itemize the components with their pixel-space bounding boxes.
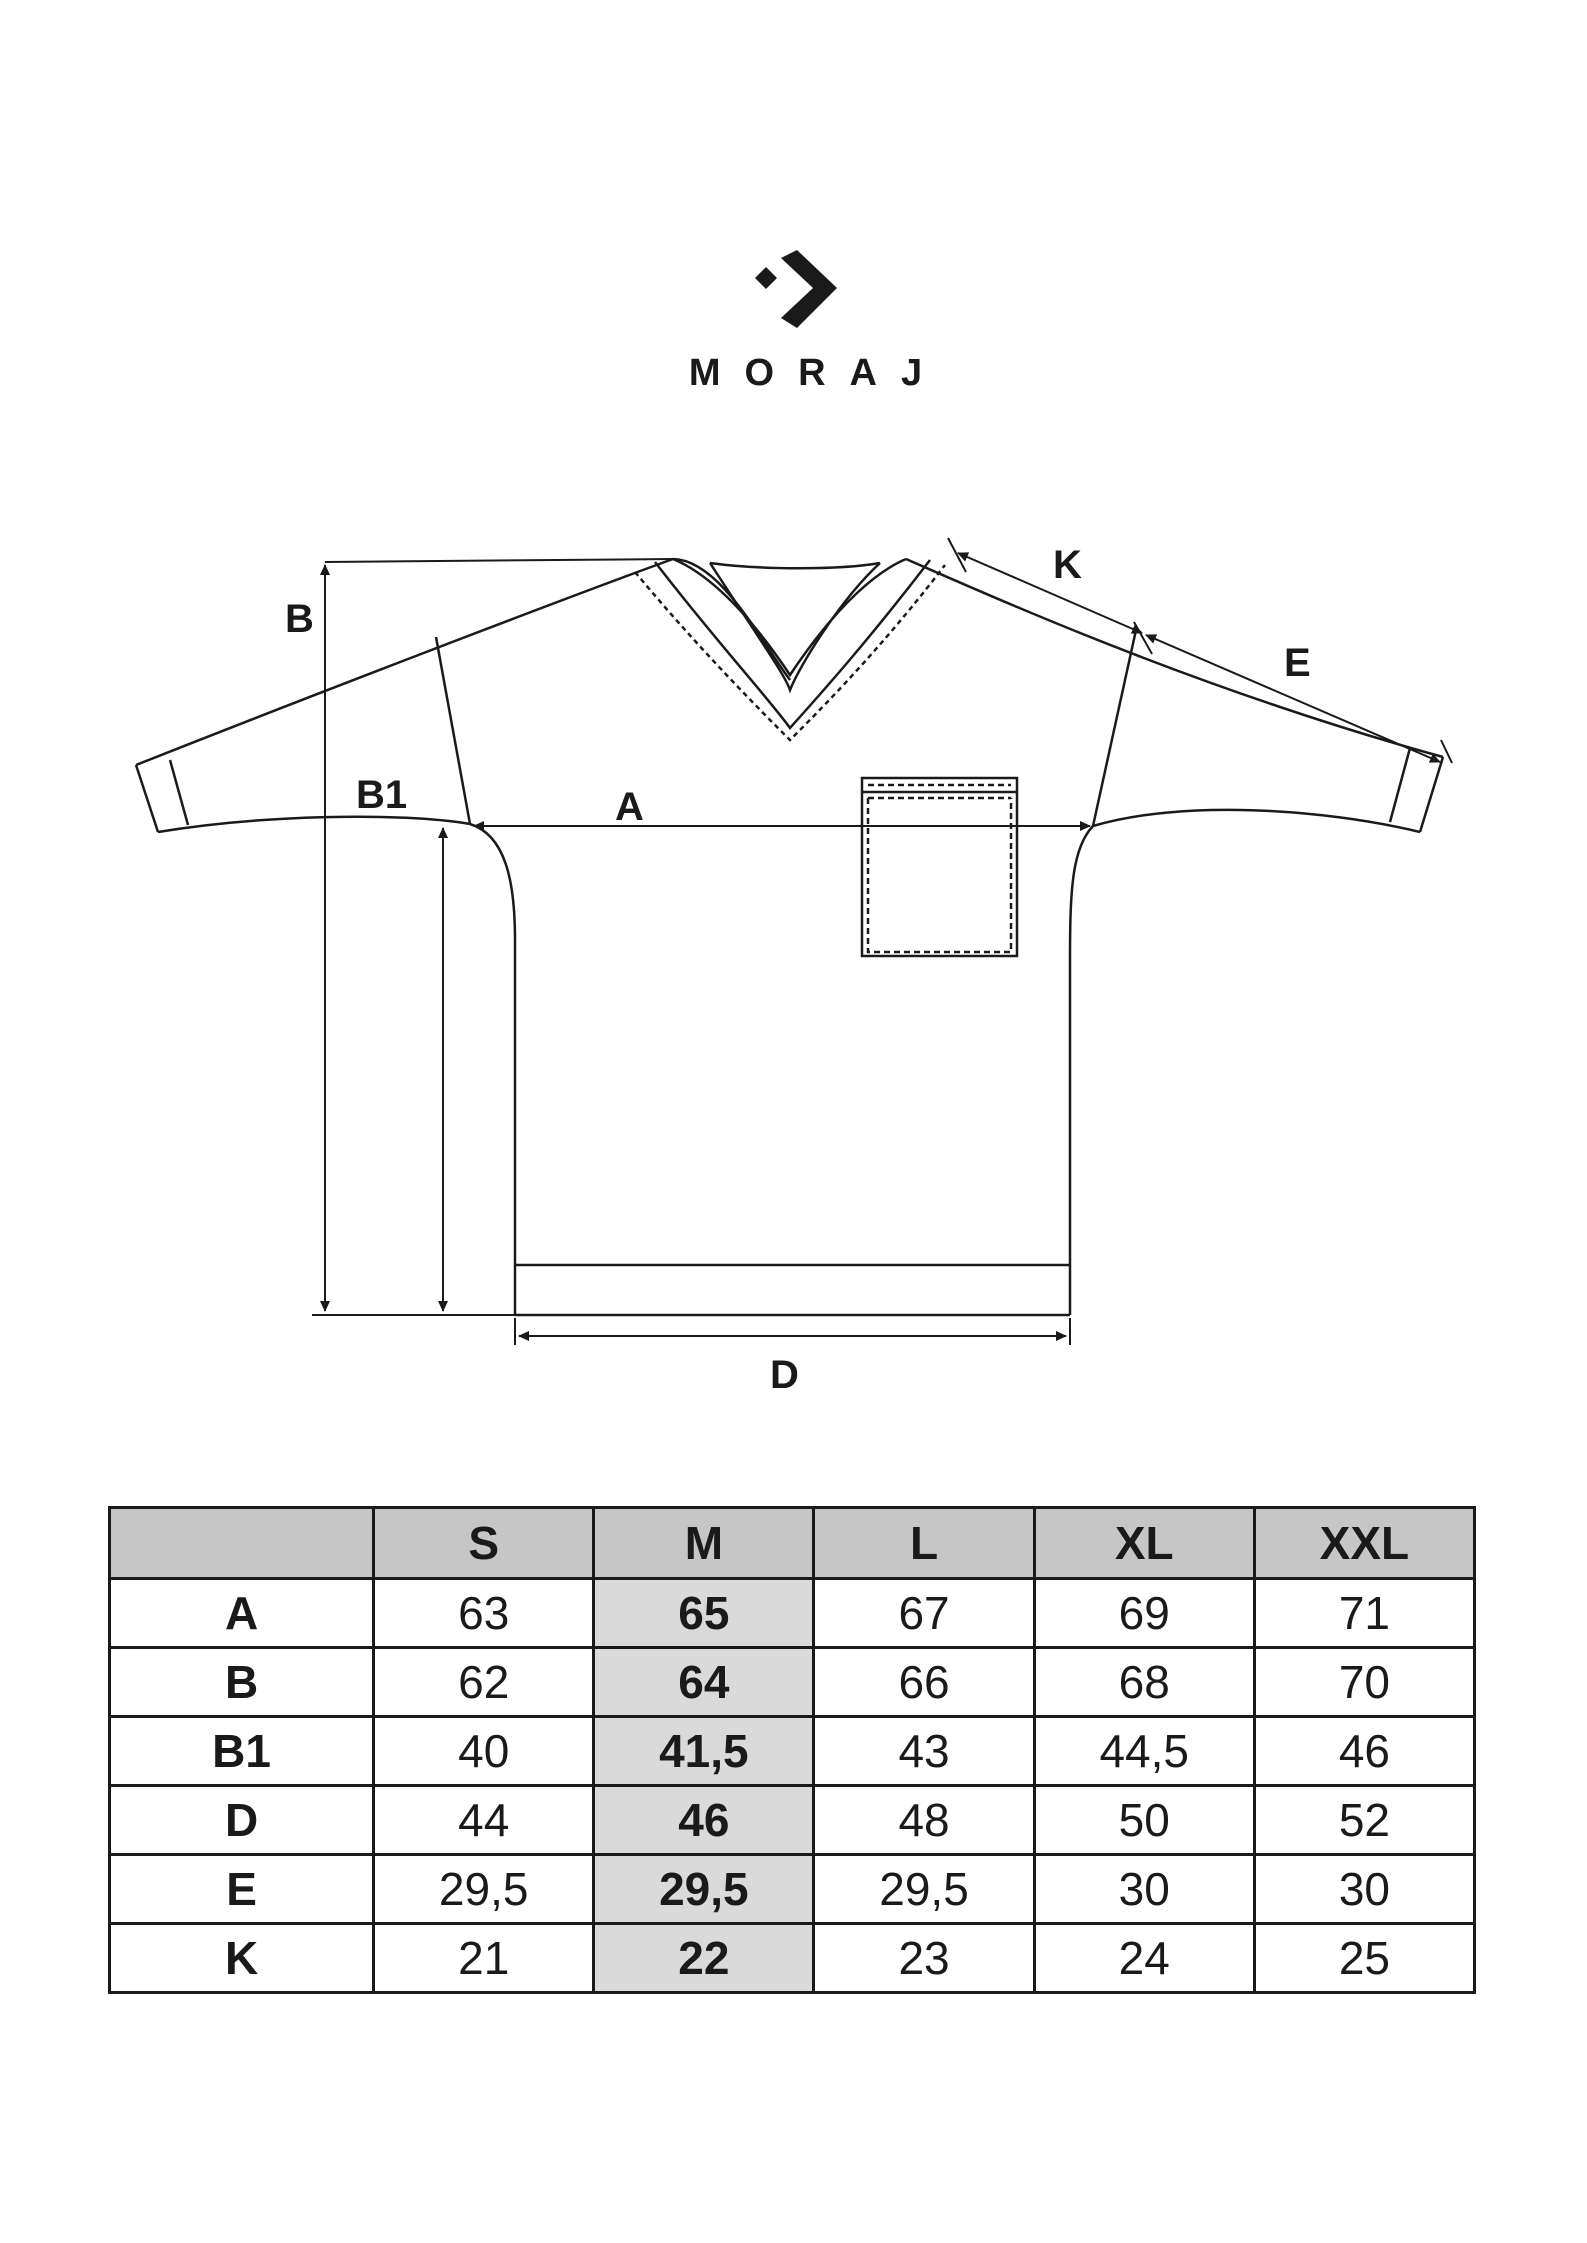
b-top-extension: [325, 559, 673, 562]
brand-name: MORAJ: [688, 352, 947, 394]
table-cell: 67: [814, 1579, 1034, 1648]
table-header-row: [110, 1508, 1475, 1579]
table-cell: 44: [374, 1786, 594, 1855]
table-cell: 44,5: [1034, 1717, 1254, 1786]
table-cell: 71: [1254, 1579, 1474, 1648]
header-cell: XXL: [1254, 1508, 1474, 1579]
table-row: [110, 1579, 1475, 1648]
table-cell: 70: [1254, 1648, 1474, 1717]
table-cell: 25: [1254, 1924, 1474, 1993]
table-cell: 23: [814, 1924, 1034, 1993]
header-cell: M: [594, 1508, 814, 1579]
table-cell-highlighted: 46: [594, 1786, 814, 1855]
table-cell-highlighted: 29,5: [594, 1855, 814, 1924]
right-shoulder-line: [906, 559, 1443, 757]
table-cell-highlighted: 64: [594, 1648, 814, 1717]
table-cell: 24: [1034, 1924, 1254, 1993]
left-armhole-seam: [436, 637, 470, 824]
row-label: A: [110, 1579, 374, 1648]
table-row: [110, 1648, 1475, 1717]
table-cell: 50: [1034, 1786, 1254, 1855]
measurement-lines: [312, 538, 1452, 1345]
shirt-outline: [136, 559, 1443, 1315]
table-cell-highlighted: 22: [594, 1924, 814, 1993]
left-side-seam: [470, 824, 515, 1315]
table-cell: 62: [374, 1648, 594, 1717]
label-a: A: [615, 785, 644, 829]
right-armhole-seam: [1093, 630, 1136, 826]
table-cell: 68: [1034, 1648, 1254, 1717]
pocket-stitch-frame: [868, 798, 1011, 952]
chest-pocket: [862, 778, 1017, 956]
header-cell: [110, 1508, 374, 1579]
table-cell: 48: [814, 1786, 1034, 1855]
right-sleeve-under: [1093, 810, 1420, 832]
table-cell: 69: [1034, 1579, 1254, 1648]
left-sleeve-under: [158, 817, 470, 832]
neck-stitch: [635, 565, 945, 740]
table-row: [110, 1717, 1475, 1786]
table-cell: 52: [1254, 1786, 1474, 1855]
table-cell-highlighted: 65: [594, 1579, 814, 1648]
table-cell: 66: [814, 1648, 1034, 1717]
right-side-seam: [1070, 826, 1093, 1315]
label-b1: B1: [356, 773, 408, 817]
table-cell: 30: [1254, 1855, 1474, 1924]
size-table: [108, 1506, 1476, 1994]
row-label: E: [110, 1855, 374, 1924]
table-row: [110, 1855, 1475, 1924]
header-cell: S: [374, 1508, 594, 1579]
left-shoulder-line: [136, 559, 673, 765]
header-cell: L: [814, 1508, 1034, 1579]
table-cell: 29,5: [374, 1855, 594, 1924]
table-row: [110, 1924, 1475, 1993]
row-label: B1: [110, 1717, 374, 1786]
table-cell: 30: [1034, 1855, 1254, 1924]
right-cuff-edge: [1420, 757, 1443, 832]
header-cell: XL: [1034, 1508, 1254, 1579]
table-cell: 29,5: [814, 1855, 1034, 1924]
label-d: D: [770, 1353, 799, 1397]
neck-inner: [710, 563, 880, 690]
label-k: K: [1053, 543, 1082, 587]
left-cuff-edge: [136, 765, 158, 832]
right-cuff-seam: [1390, 748, 1410, 822]
table-cell: 21: [374, 1924, 594, 1993]
row-label: D: [110, 1786, 374, 1855]
e-left-tick: [1134, 622, 1152, 654]
table-cell-highlighted: 41,5: [594, 1717, 814, 1786]
row-label: B: [110, 1648, 374, 1717]
row-label: K: [110, 1924, 374, 1993]
table-cell: 40: [374, 1717, 594, 1786]
neck-left-trim: [673, 559, 790, 680]
neck-back: [710, 563, 880, 568]
label-e: E: [1284, 641, 1311, 685]
table-cell: 46: [1254, 1717, 1474, 1786]
left-cuff-seam: [170, 760, 188, 825]
table-cell: 63: [374, 1579, 594, 1648]
table-row: [110, 1786, 1475, 1855]
table-cell: 43: [814, 1717, 1034, 1786]
label-b: B: [285, 597, 314, 641]
neck-outer: [673, 559, 906, 675]
